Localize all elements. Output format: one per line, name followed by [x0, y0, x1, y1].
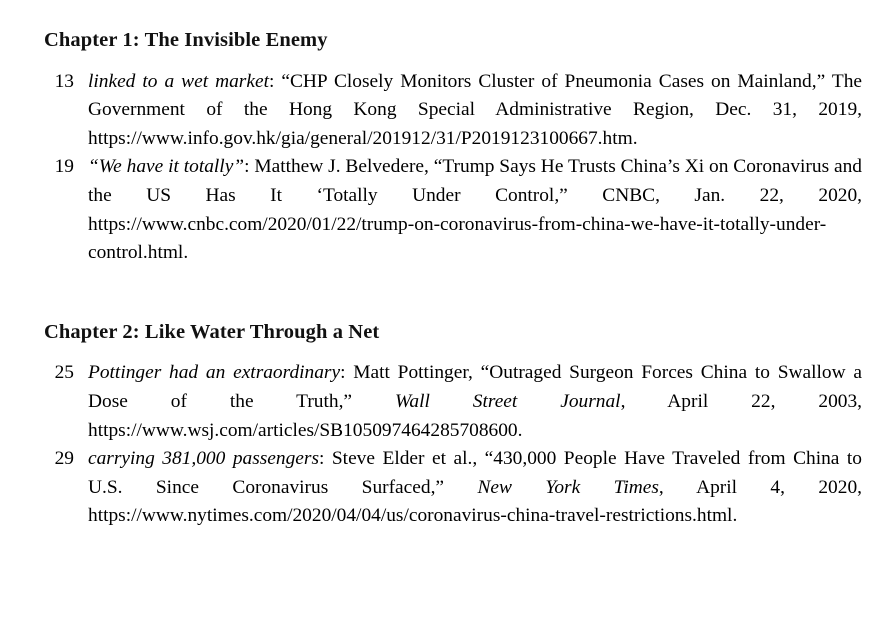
note-page-number: 13: [54, 70, 74, 92]
note-work-title: Wall Street Journal: [395, 391, 621, 412]
note-page-number: 25: [54, 362, 74, 384]
note-lead-in: Pottinger had an extraordinary: [88, 362, 341, 384]
note-entry: [44, 68, 862, 154]
chapter-heading-2: Chapter 2: Like Water Through a Net: [44, 320, 380, 343]
note-entry: [44, 153, 862, 267]
notes-list-chapter-2: [44, 359, 862, 531]
note-text: [88, 445, 862, 531]
note-text: [88, 153, 862, 267]
note-text: [88, 68, 862, 154]
note-lead-in: “We have it totally”: [88, 156, 245, 178]
note-lead-in: linked to a wet market: [88, 70, 269, 92]
note-citation: : “CHP Closely Monitors Cluster of Pneumonia Cases on Mainland,” The Government of the Hong Kong Special Administrative Region, Dec. 31, 2019, https://www.info.gov.hk/gia/general/201912/31/P2019123100667.htm.: [88, 70, 863, 149]
note-text: [88, 359, 862, 445]
note-citation: : Matthew J. Belvedere, “Trump Says He Trusts China’s Xi on Coronavirus and the US Has It ‘Totally Under Control,” CNBC, Jan. 22, 2020, https://www.cnbc.com/2020/01/22/trump-on-coronavirus-from-china-we-have-it-totally-under-control.html.: [88, 156, 862, 264]
note-entry: [44, 359, 862, 445]
chapter-section-2: [44, 320, 862, 531]
note-entry: [44, 445, 862, 531]
note-lead-in: carrying 381,000 passengers: [88, 448, 319, 470]
note-citation-after-title: , April 22, 2003, https://www.wsj.com/articles/SB105097464285708600.: [88, 391, 862, 441]
note-citation-after-title: , April 4, 2020, https://www.nytimes.com/2020/04/04/us/coronavirus-china-travel-restrictions.html.: [88, 476, 862, 527]
note-page-number: 19: [54, 156, 74, 178]
note-work-title: New York Times: [477, 476, 659, 498]
note-page-number: 29: [54, 448, 74, 470]
notes-list-chapter-1: [44, 68, 862, 268]
note-citation-before-title: : Matt Pottinger, “Outraged Surgeon Forces China to Swallow a Dose of the Truth,”: [88, 362, 862, 412]
chapter-heading-1: Chapter 1: The Invisible Enemy: [44, 29, 328, 51]
chapter-section-1: [44, 28, 862, 268]
note-citation-before-title: : Steve Elder et al., “430,000 People Have Traveled from China to U.S. Since Coronavirus Surfaced,”: [88, 448, 862, 498]
